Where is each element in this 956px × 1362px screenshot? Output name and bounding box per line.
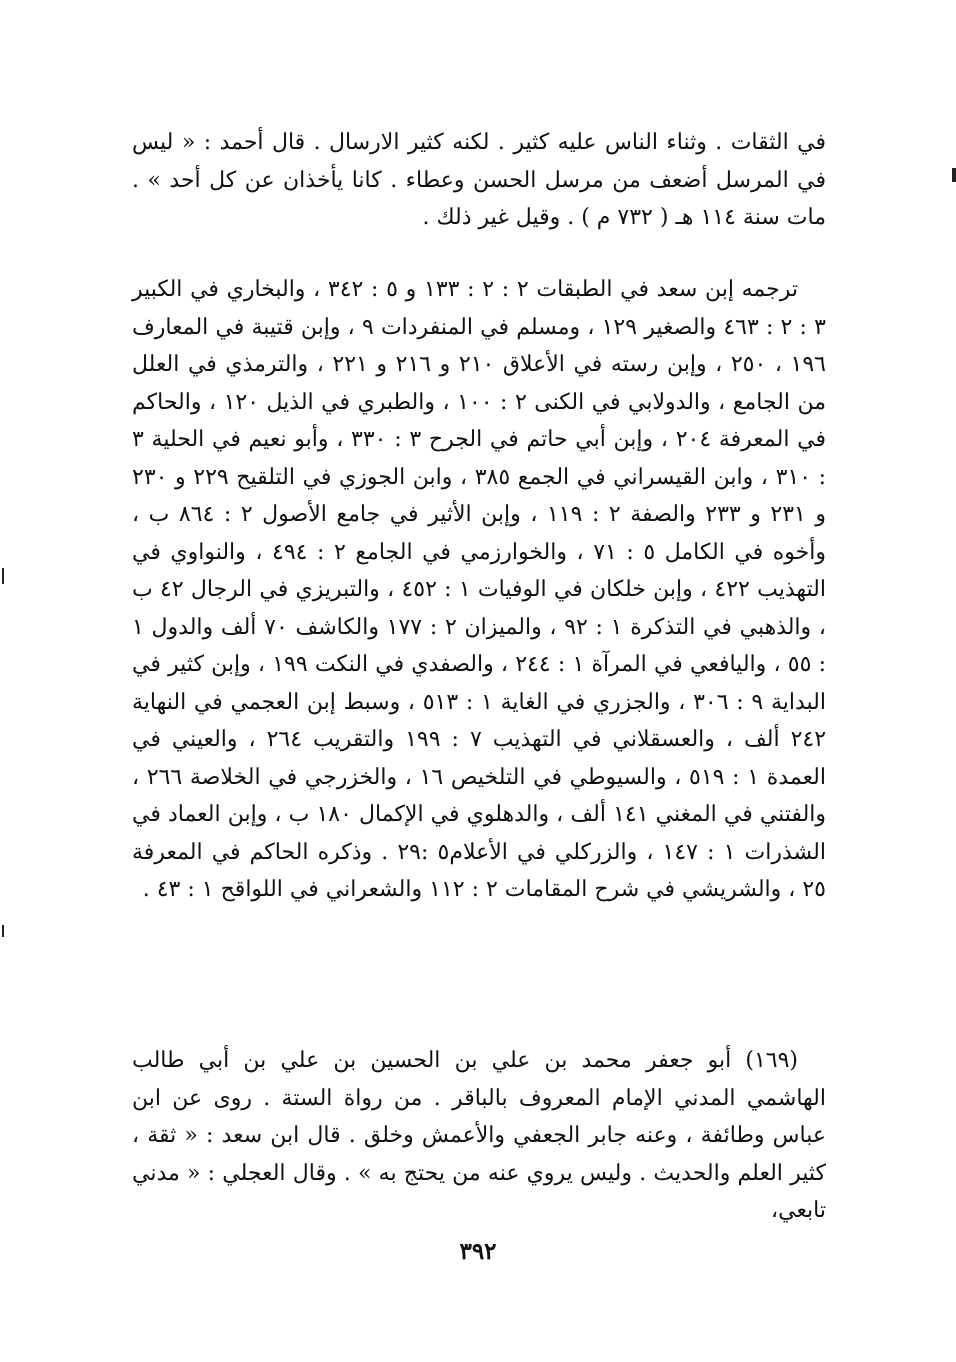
paragraph-continuation: في الثقات . وثناء الناس عليه كثير . لكنه كثير الارسال . قال أحمد : « ليس في المرسل أضعف من مرسل الحسن وعطاء . كانا يأخذان عن كل أحد » . مات سنة ١١٤ هـ ( ٧٣٢ م ) . وقيل غير ذلك . <box>132 130 826 230</box>
scan-edge-mark <box>2 925 4 937</box>
scan-edge-mark <box>952 168 956 182</box>
scan-edge-mark <box>2 568 4 584</box>
page-number: ٣٩٢ <box>459 1238 497 1265</box>
paragraph-references: ترجمه إبن سعد في الطبقات ٢ : ٢ : ١٣٣ و ٥ : ٣٤٢ ، والبخاري في الكبير ٣ : ٢ : ٤٦٣ والصغير ١٢٩ ، ومسلم في المنفردات ٩ ، وإبن قتيبة في المعارف ١٩٦ ، ٢٥٠ ، وإبن رسته في الأعلاق ٢١٠ و ٢١٦ و ٢٢١ ، والترمذي في العلل من الجامع ، والدولابي في الكنى ٢ : ١٠٠ ، والطبري في الذيل ١٢٠ ، والحاكم في المعرفة ٢٠٤ ، وإبن أبي حاتم في الجرح ٣ : ٣٣٠ ، وأبو نعيم في الحلية ٣ : ٣١٠ ، وابن القيسراني في الجمع ٣٨٥ ، وابن الجوزي في التلقيح ٢٢٩ و ٢٣٠ و ٢٣١ و ٢٣٣ والصفة ٢ : ١١٩ ، وإبن الأثير في جامع الأصول ٢ : ٨٦٤ ب ، وأخوه في الكامل ٥ : ٧١ ، والخوارزمي في الجامع ٢ : ٤٩٤ ، والنواوي في التهذيب ٤٢٢ ، وإبن خلكان في الوفيات ١ : ٤٥٢ ، والتبريزي في الرجال ٤٢ ب ، والذهبي في التذكرة ١ : ٩٢ ، والميزان ٢ : ١٧٧ والكاشف ٧٠ ألف والدول ١ : ٥٥ ، واليافعي في المرآة ١ : ٢٤٤ ، والصفدي في النكت ١٩٩ ، وإبن كثير في البداية ٩ : ٣٠٦ ، والجزري في الغاية ١ : ٥١٣ ، وسبط إبن العجمي في النهاية ٢٤٢ ألف ، والعسقلاني في التهذيب ٧ : ١٩٩ والتقريب ٢٦٤ ، والعيني في العمدة ١ : ٥١٩ ، والسيوطي في التلخيص ١٦ ، والخزرجي في الخلاصة ٢٦٦ ، والفتني في المغني ١٤١ ألف ، والدهلوي في الإكمال ١٨٠ ب ، وإبن العماد في الشذرات ١ : ١٤٧ ، والزركلي في الأعلام٥ :٢٩ . وذكره الحاكم في المعرفة ٢٥ ، والشريشي في شرح المقامات ٢ : ١١٢ والشعراني في اللواقح ١ : ٤٣ . <box>132 277 827 902</box>
paragraph-biography-169: (١٦٩) أبو جعفر محمد بن علي بن الحسين بن علي بن أبي طالب الهاشمي المدني الإمام المعروف بالباقر . من رواة الستة . روى عن ابن عباس وطائفة ، وعنه جابر الجعفي والأعمش وخلق . قال ابن سعد : « ثقة ، كثير العلم والحديث . وليس يروي عنه من يحتج به » . وقال العجلي : « مدني تابعي، <box>132 1048 826 1223</box>
